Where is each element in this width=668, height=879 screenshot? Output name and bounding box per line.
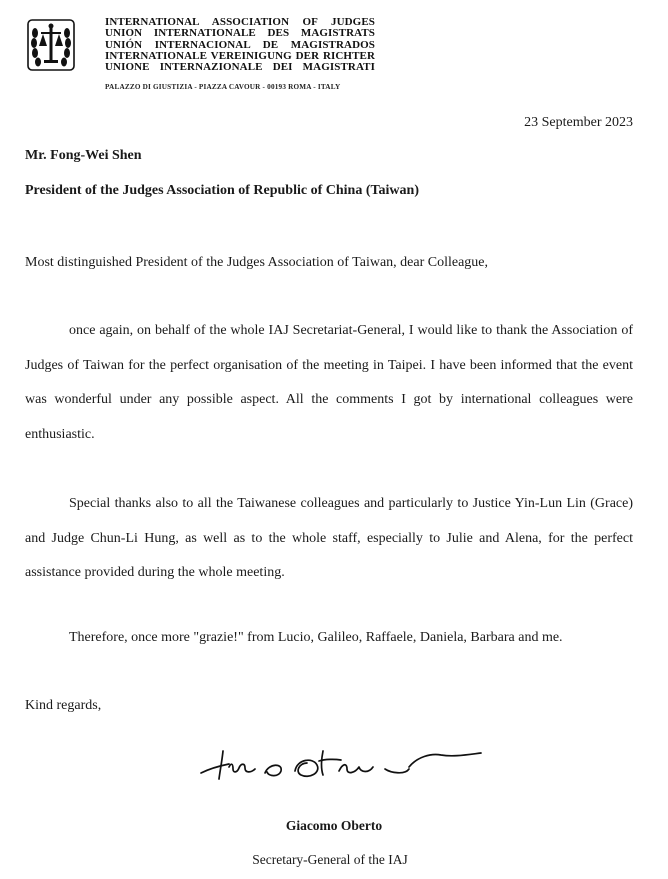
letter-date: 23 September 2023	[524, 115, 633, 130]
handwritten-signature	[195, 733, 485, 788]
letterhead-address: PALAZZO DI GIUSTIZIA - PIAZZA CAVOUR - 00193 ROMA - ITALY	[105, 83, 341, 91]
salutation: Most distinguished President of the Judges Association of Taiwan, dear Colleague,	[25, 255, 489, 270]
signer-name: Giacomo Oberto	[285, 818, 383, 833]
letterhead-line: INTERNATIONAL ASSOCIATION OF JUDGES	[105, 16, 375, 28]
scales-of-justice-emblem-icon	[27, 19, 75, 71]
body-paragraph: Special thanks also to all the Taiwanese colleagues and particularly to Justice Yin-Lun Lin (Grace) and Judge Chun-Li Hung, as well as to the whole staff, especially to Julie and Alena, for the perfect assistance provided during the whole meeting.	[25, 496, 633, 580]
closing: Kind regards,	[25, 698, 102, 713]
letterhead-line: INTERNATIONALE VEREINIGUNG DER RICHTER	[105, 49, 375, 62]
recipient-name: Mr. Fong-Wei Shen	[25, 148, 142, 163]
letterhead	[27, 17, 647, 97]
recipient-title: President of the Judges Association of Republic of China (Taiwan)	[25, 183, 419, 198]
body-paragraph: once again, on behalf of the whole IAJ Secretariat-General, I would like to thank the Association of Judges of Taiwan for the perfect organisation of the meeting in Taipei. I have been informed that the event was wonderful under any possible aspect. All the comments I got by international colleagues were enthusiastic.	[25, 323, 633, 442]
letterhead-line: UNIÓN INTERNACIONAL DE MAGISTRADOS	[105, 38, 375, 51]
letterhead-names	[105, 17, 375, 73]
letterhead-line: UNIONE INTERNAZIONALE DEI MAGISTRATI	[105, 61, 375, 74]
body-paragraph: Therefore, once more "grazie!" from Lucio, Galileo, Raffaele, Daniela, Barbara and me.	[69, 630, 563, 645]
letterhead-line: UNION INTERNATIONALE DES MAGISTRATS	[105, 27, 375, 40]
signer-role: Secretary-General of the IAJ	[252, 852, 408, 867]
